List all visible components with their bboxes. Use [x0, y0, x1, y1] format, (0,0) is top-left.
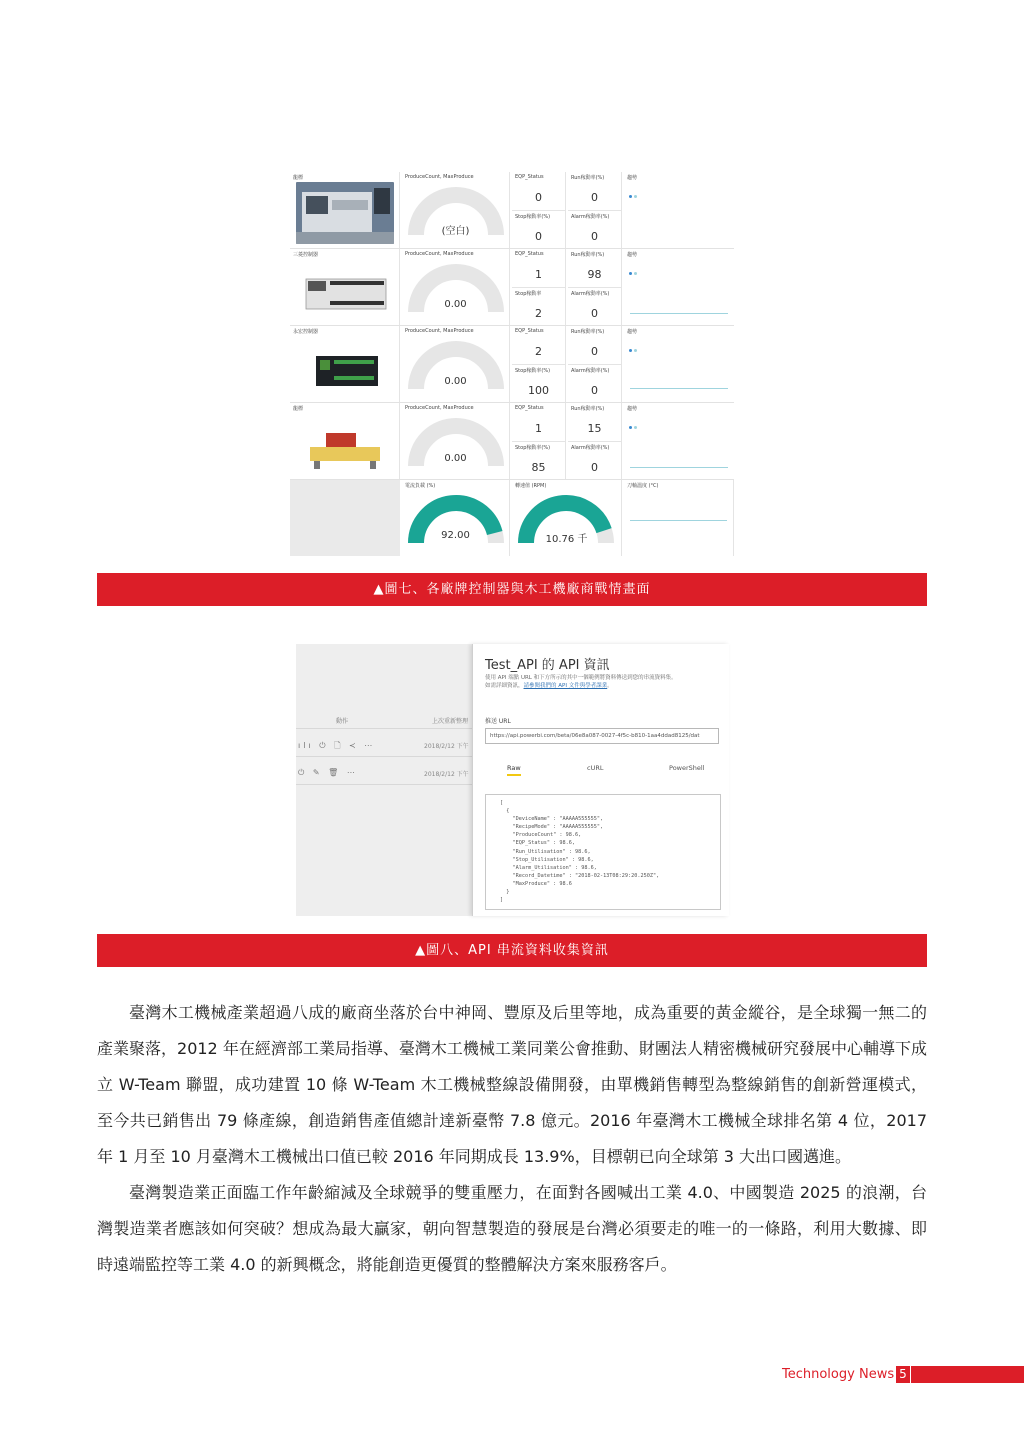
api-desc-prefix: 如需詳細資訊， [485, 683, 524, 689]
api-sample-code: [ { "DeviceName" : "AAAAA555555", "RecipeMode" : "AAAAA555555", "ProduceCount" : 98.6, "EQP_Status" : 98.6, "Run_Utilisation" : 98.6, "Stop_Utilisation" : 98.6, "Alarm_Utilisation" : 98.6, "Record_Datetime" : "2018-02-13T08:29:20.250Z", "MaxProduce" : 98.6 } ] [485, 794, 721, 910]
rpm-gauge-title: 轉速值 (RPM) [515, 483, 547, 489]
gauge-value: 0.00 [444, 299, 467, 310]
paragraph-1: 臺灣木工機械產業超過八成的廠商坐落於台中神岡、豐原及后里等地，成為重要的黃金縱谷，是全球獨一無二的產業聚落，2012 年在經濟部工業局指導、臺灣木工機械工業同業公會推動、財團法人精密機械研究發展中心輔導下成立 W-Team 聯盟，成功建置 10 條 W-Team 木工機械整線設備開發，由單機銷售轉型為整線銷售的創新營運模式，至今共已銷售出 79 條產線，創造銷售產值總計達新臺幣 7.8 億元。2016 年臺灣木工機械全球排名第 4 位，2017 年 1 月至 10 月臺灣木工機械出口值已較 2016 年同期成長 13.9%，目標朝已向全球第 3 大出口國邁進。 [97, 1003, 927, 1166]
alarm-card [568, 441, 621, 479]
run-title: Run稼動率(%) [571, 329, 605, 335]
temperature-trend-line [630, 520, 727, 521]
gauge-title: ProduceCount, MaxProduce [405, 328, 474, 334]
machine-image-cell [290, 403, 400, 479]
row-date: 2018/2/12 下午 [424, 771, 469, 778]
dataset-list [296, 644, 472, 916]
footer-news: News [858, 1367, 895, 1382]
alarm-value: 0 [591, 384, 598, 397]
run-title: Run稼動率(%) [571, 406, 605, 412]
status-cell [512, 403, 566, 479]
dashboard-row [290, 403, 734, 480]
api-panel-title: Test_API 的 API 資訊 [485, 658, 610, 673]
alarm-value: 0 [591, 307, 598, 320]
status-cell [512, 326, 566, 402]
trend-title: 趨勢 [627, 175, 638, 181]
alarm-title: Alarm稼動率(%) [571, 291, 610, 297]
col-last-refresh: 上次重新整理 [432, 718, 469, 725]
cnc-router-photo [296, 413, 394, 475]
stop-value: 100 [528, 384, 549, 397]
gauge-title: ProduceCount, MaxProduce [405, 174, 474, 180]
push-url-label: 推送 URL [485, 718, 511, 725]
row-action-icons[interactable]: ılı ⏻ 🗋 ≺ ⋯ [298, 741, 376, 750]
api-tabs [485, 764, 719, 778]
eqp-status-card [512, 172, 565, 210]
trend-title: 趨勢 [627, 329, 638, 335]
tab-curl[interactable]: cURL [587, 764, 604, 772]
footer-brand [782, 1366, 894, 1383]
lathe-photo [296, 182, 394, 244]
page-number: 5 [896, 1366, 911, 1383]
alarm-title: Alarm稼動率(%) [571, 445, 610, 451]
load-gauge-value: 92.00 [441, 530, 470, 541]
dashboard-row [290, 249, 734, 326]
trend-cell [624, 172, 734, 248]
stop-card [512, 441, 565, 479]
run-value: 0 [591, 191, 598, 204]
alarm-value: 0 [591, 230, 598, 243]
col-action: 動作 [336, 718, 349, 725]
stop-value: 2 [535, 307, 542, 320]
eqp-status-value: 1 [535, 268, 542, 281]
stop-title: Stop稼動率(%) [515, 368, 551, 374]
trend-legend [628, 260, 638, 279]
run-card [568, 326, 621, 364]
figure8-caption: ▲圖八、API 串流資料收集資訊 [97, 934, 927, 967]
run-cell [568, 326, 622, 402]
dataset-list-header [296, 708, 472, 729]
eqp-status-title: EQP_Status [515, 405, 544, 411]
gauge-title: ProduceCount, MaxProduce [405, 405, 474, 411]
machine-image-cell [290, 249, 400, 325]
trend-cell [624, 403, 734, 479]
dashboard-row [290, 326, 734, 403]
alarm-title: Alarm稼動率(%) [571, 368, 610, 374]
rpm-gauge-cell [512, 480, 622, 556]
trend-title: 趨勢 [627, 406, 638, 412]
stop-value: 0 [535, 230, 542, 243]
list-item[interactable] [296, 760, 472, 785]
stop-card [512, 287, 565, 325]
gauge-title: ProduceCount, MaxProduce [405, 251, 474, 257]
machine-name: 龍標 [293, 406, 304, 412]
footer-technology: Technology [782, 1367, 855, 1382]
eqp-status-card [512, 403, 565, 441]
article-body [97, 995, 927, 1283]
paragraph-2: 臺灣製造業正面臨工作年齡縮減及全球競爭的雙重壓力，在面對各國喊出工業 4.0、中國製造 2025 的浪潮，台灣製造業者應該如何突破？想成為最大贏家，朝向智慧製造的發展是台灣必須要走的唯一的一條路，利用大數據、即時遠端監控等工業 4.0 的新興概念，將能創造更優質的整體解決方案來服務客戶。 [97, 1183, 927, 1274]
produce-gauge-cell [402, 249, 510, 325]
dashboard-row [290, 172, 734, 249]
row-action-icons[interactable]: ⏻ ✎ 🗑 ⋯ [298, 768, 358, 777]
mitsubishi-plc-photo [296, 259, 394, 321]
produce-gauge-cell [402, 326, 510, 402]
status-cell [512, 249, 566, 325]
stop-title: Stop稼動率(%) [515, 445, 551, 451]
gauge-value: 0.00 [444, 453, 467, 464]
trend-line [630, 388, 728, 389]
machine-name: 三菱控制器 [293, 252, 319, 258]
status-cell [512, 172, 566, 248]
eqp-status-card [512, 249, 565, 287]
trend-line [630, 467, 728, 468]
alarm-title: Alarm稼動率(%) [571, 214, 610, 220]
machine-image-cell [290, 172, 400, 248]
api-desc-line1: 使用 API 端點 URL 和下方所示的其中一個範例將資料傳送到您的串流資料集。 [485, 675, 677, 681]
trend-legend [628, 183, 638, 202]
alarm-value: 0 [591, 461, 598, 474]
api-panel-description [485, 674, 721, 690]
alarm-card [568, 287, 621, 325]
run-card [568, 249, 621, 287]
machine-name: 永宏控制器 [293, 329, 319, 335]
tab-raw[interactable]: Raw [507, 764, 521, 776]
dashboard-screenshot [290, 172, 734, 556]
run-title: Run稼動率(%) [571, 252, 605, 258]
alarm-card [568, 364, 621, 402]
trend-title: 趨勢 [627, 252, 638, 258]
list-item[interactable] [296, 732, 472, 757]
eqp-status-value: 2 [535, 345, 542, 358]
footer-bar [896, 1366, 1024, 1383]
trend-cell [624, 249, 734, 325]
trend-cell [624, 326, 734, 402]
eqp-status-value: 1 [535, 422, 542, 435]
trend-legend [628, 414, 638, 433]
load-gauge-title: 電流負載 (%) [405, 483, 436, 489]
eqp-status-value: 0 [535, 191, 542, 204]
run-cell [568, 249, 622, 325]
figure7-caption: ▲圖七、各廠牌控制器與木工機廠商戰情畫面 [97, 573, 927, 606]
stop-value: 85 [531, 461, 546, 474]
run-cell [568, 403, 622, 479]
load-gauge-cell [402, 480, 510, 556]
temperature-trend-title: 刀軸溫度 (°C) [627, 483, 659, 489]
api-screenshot [296, 644, 728, 916]
trend-line [630, 313, 728, 314]
produce-gauge-cell [402, 403, 510, 479]
run-card [568, 172, 621, 210]
run-value: 15 [587, 422, 602, 435]
run-value: 0 [591, 345, 598, 358]
gauge-value: (空白) [441, 226, 470, 237]
produce-gauge-cell [402, 172, 510, 248]
row-date: 2018/2/12 下午 [424, 743, 469, 750]
machine-name: 龍標 [293, 175, 304, 181]
run-card [568, 403, 621, 441]
eqp-status-title: EQP_Status [515, 174, 544, 180]
api-doc-link[interactable]: 請參閱我們的 API 文件與學者課業 [523, 683, 608, 689]
rpm-gauge-value: 10.76 千 [545, 534, 588, 545]
alarm-card [568, 210, 621, 248]
run-value: 98 [587, 268, 602, 281]
trend-legend [628, 337, 638, 356]
machine-image-cell [290, 326, 400, 402]
api-desc-suffix: 。 [607, 683, 613, 689]
tab-powershell[interactable]: PowerShell [669, 764, 705, 772]
push-url-field[interactable]: https://api.powerbi.com/beta/06e8a087-0027-4f5c-b810-1aa4ddad8125/dat [485, 728, 719, 744]
run-title: Run稼動率(%) [571, 175, 605, 181]
stop-title: Stop稼動率 [515, 291, 542, 297]
stop-card [512, 210, 565, 248]
eqp-status-title: EQP_Status [515, 328, 544, 334]
temperature-trend-cell [624, 480, 734, 556]
gauge-value: 0.00 [444, 376, 467, 387]
eqp-status-title: EQP_Status [515, 251, 544, 257]
empty-image-cell [290, 480, 400, 556]
fatek-plc-photo [296, 336, 394, 398]
eqp-status-card [512, 326, 565, 364]
run-cell [568, 172, 622, 248]
stop-title: Stop稼動率(%) [515, 214, 551, 220]
stop-card [512, 364, 565, 402]
api-desc-line2 [485, 682, 721, 690]
api-info-panel [472, 644, 729, 916]
